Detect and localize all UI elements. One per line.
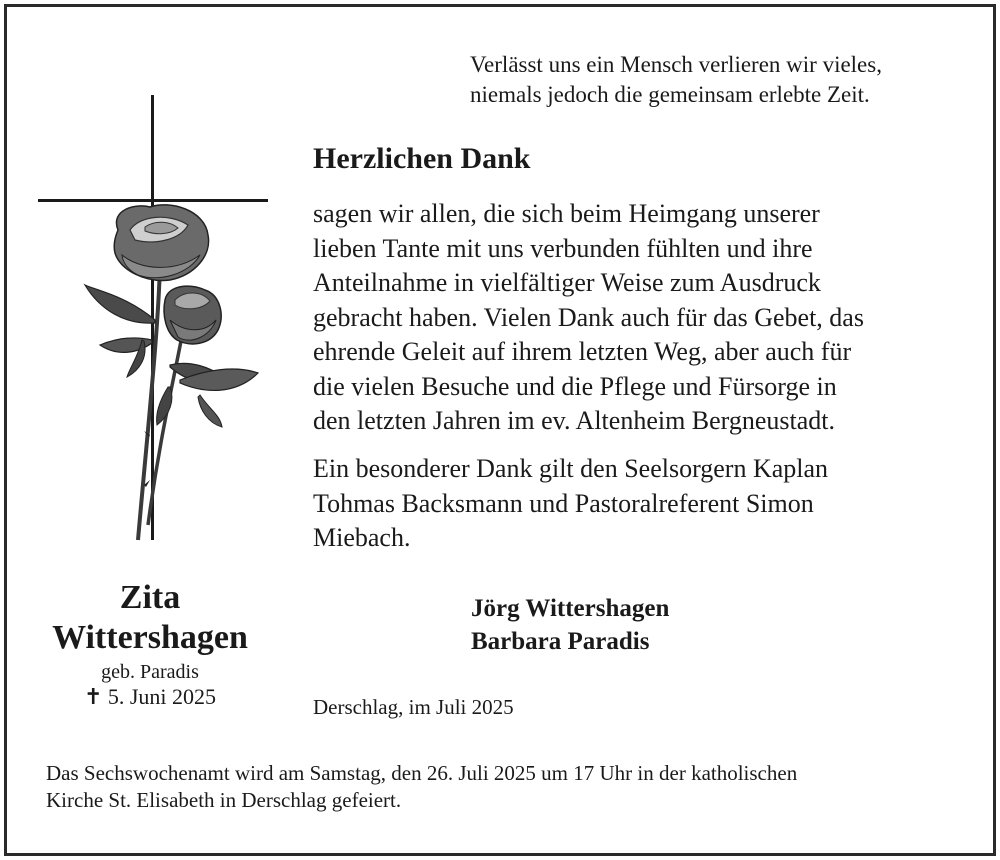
footer-line: Kirche St. Elisabeth in Derschlag gefeiert. <box>46 788 402 812</box>
memorial-service-note <box>46 760 797 814</box>
paragraph-line: Tohmas Backsmann und Pastoralreferent Simon <box>313 488 814 518</box>
deceased-death-date: 5. Juni 2025 <box>107 684 217 709</box>
place-and-date: Derschlag, im Juli 2025 <box>313 695 514 719</box>
signer-name: Barbara Paradis <box>471 628 650 655</box>
paragraph-line: sagen wir allen, die sich beim Heimgang unserer <box>313 199 820 228</box>
signer-name: Jörg Wittershagen <box>471 595 670 622</box>
paragraph-line: den letzten Jahren im ev. Altenheim Bergneustadt. <box>313 406 836 435</box>
rose-icon <box>85 205 258 540</box>
paragraph-line: Miebach. <box>313 523 411 552</box>
paragraph-line: gebracht haben. Vielen Dank auch für das Gebet, das <box>313 302 864 332</box>
death-cross-icon: ✝ <box>83 684 103 709</box>
cross-and-rose-illustration <box>30 95 280 545</box>
deceased-first-name: Zita <box>119 579 181 616</box>
deceased-death-date-line <box>20 684 280 710</box>
motto-quote <box>470 50 882 110</box>
thanks-paragraph <box>313 197 864 439</box>
footer-line: Das Sechswochenamt wird am Samstag, den 26. Juli 2025 um 17 Uhr in der katholischen <box>46 761 798 785</box>
deceased-last-name: Wittershagen <box>52 619 248 656</box>
motto-line: niemals jedoch die gemeinsam erlebte Zeit. <box>470 82 870 107</box>
cross-icon <box>38 95 268 540</box>
page-title: Herzlichen Dank <box>313 142 531 175</box>
paragraph-line: Ein besonderer Dank gilt den Seelsorgern Kaplan <box>313 454 829 483</box>
deceased-info <box>20 578 280 710</box>
motto-line: Verlässt uns ein Mensch verlieren wir vieles, <box>470 52 882 77</box>
paragraph-line: Anteilnahme in vielfältiger Weise zum Ausdruck <box>313 268 821 297</box>
paragraph-line: lieben Tante mit uns verbunden fühlten und ihre <box>313 233 813 263</box>
signers <box>471 592 669 658</box>
special-thanks-paragraph <box>313 452 828 556</box>
deceased-birth-name: geb. Paradis <box>101 661 199 683</box>
paragraph-line: ehrende Geleit auf ihrem letzten Weg, aber auch für <box>313 337 852 366</box>
paragraph-line: die vielen Besuche und die Pflege und Fürsorge in <box>313 371 837 401</box>
